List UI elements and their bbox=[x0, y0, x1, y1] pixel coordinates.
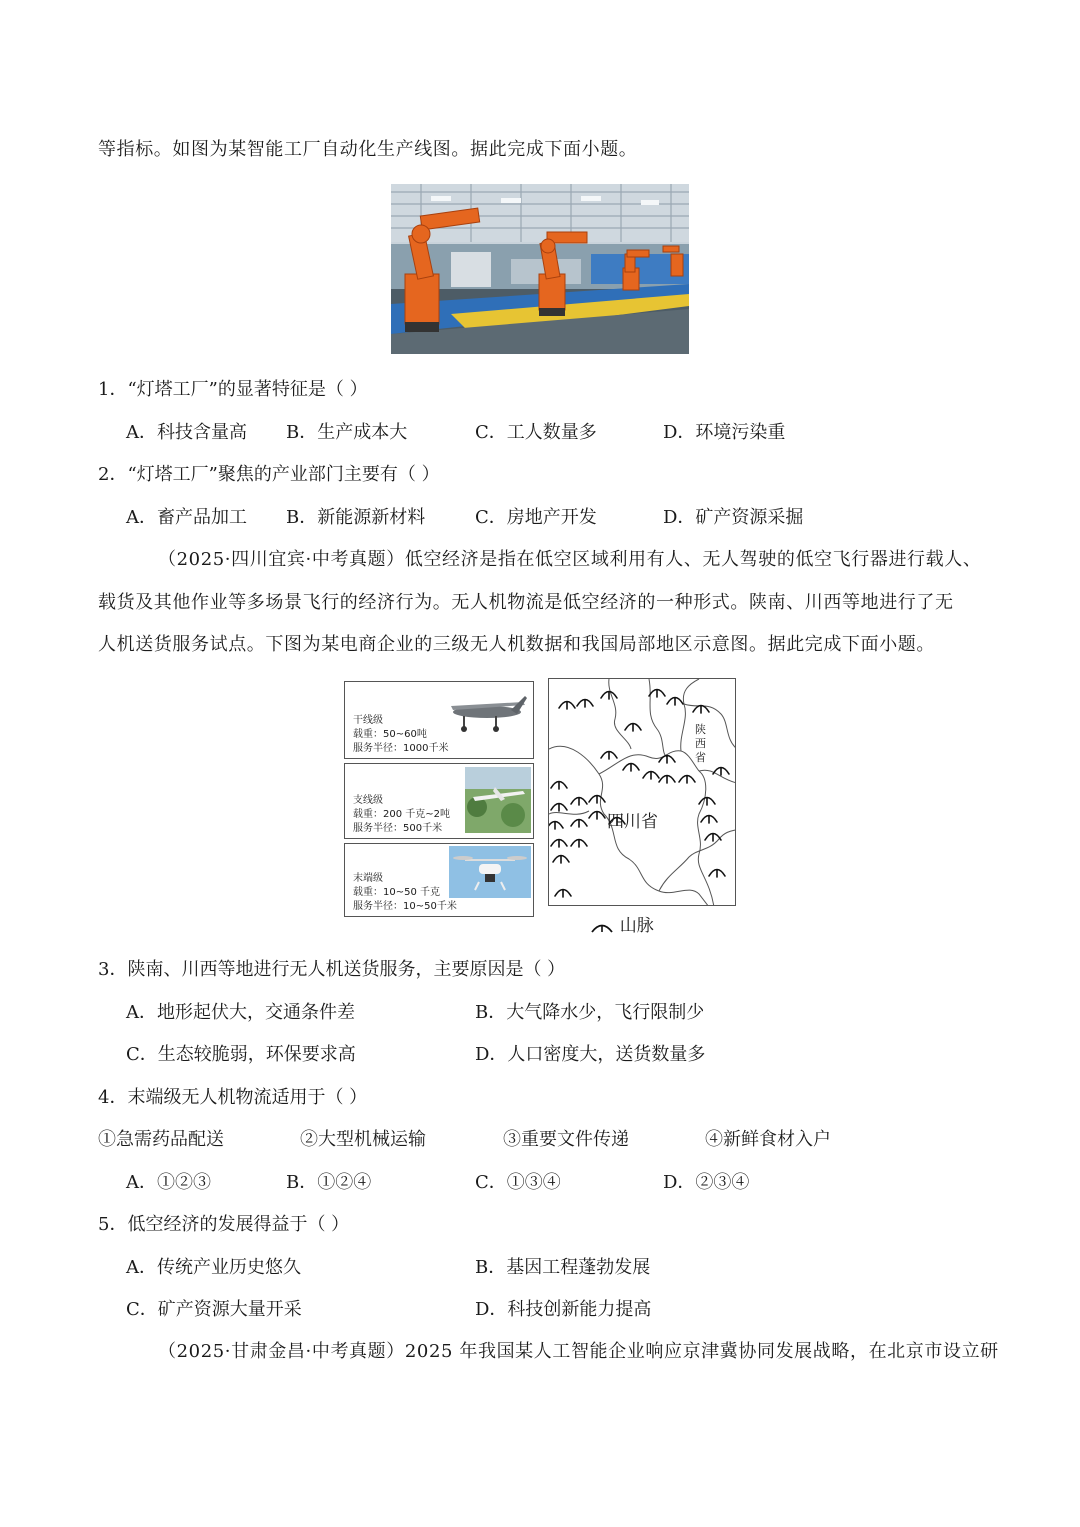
mountain-symbol bbox=[559, 702, 575, 710]
passage2-line2: 载货及其他作业等多场景飞行的经济行为。无人机物流是低空经济的一种形式。陕南、川西等地进行了无 bbox=[98, 592, 954, 613]
mountain-symbol bbox=[601, 752, 617, 760]
mountain-symbol bbox=[551, 782, 567, 790]
panel-load: 载重：50~60吨 bbox=[353, 729, 427, 740]
q3-option-d[interactable]: D．人口密度大，送货数量多 bbox=[475, 1044, 706, 1065]
q2-option-d[interactable]: D．矿产资源采掘 bbox=[663, 507, 804, 528]
panel-load: 载重：10~50 千克 bbox=[353, 887, 441, 898]
panel-radius: 服务半径：1000千米 bbox=[353, 743, 449, 754]
mountain-symbol bbox=[625, 724, 641, 732]
q4-option-c[interactable]: C．①③④ bbox=[475, 1172, 561, 1193]
mountain-symbol bbox=[577, 700, 593, 708]
mountain-symbol bbox=[571, 840, 587, 848]
q1-option-a[interactable]: A．科技含量高 bbox=[126, 422, 247, 443]
mountain-symbol bbox=[643, 772, 659, 780]
mountain-symbol bbox=[589, 796, 605, 804]
mountain-symbol bbox=[667, 698, 683, 706]
mountain-icon bbox=[590, 917, 614, 935]
q2-option-c[interactable]: C．房地产开发 bbox=[475, 507, 597, 528]
quadcopter-image bbox=[449, 846, 531, 898]
mountain-symbol bbox=[679, 776, 695, 784]
q2-option-b[interactable]: B．新能源新材料 bbox=[286, 507, 426, 528]
q5-option-c[interactable]: C．矿产资源大量开采 bbox=[126, 1299, 302, 1320]
mountain-symbol bbox=[551, 840, 567, 848]
mountain-symbol bbox=[549, 822, 563, 830]
question-5-stem: 5．低空经济的发展得益于（ ） bbox=[98, 1214, 350, 1235]
panel-title: 支线级 bbox=[353, 795, 383, 806]
q3-option-c[interactable]: C．生态较脆弱，环保要求高 bbox=[126, 1044, 356, 1065]
panel-title: 干线级 bbox=[353, 715, 383, 726]
map-drawing bbox=[549, 679, 736, 906]
question-2-stem: 2．“灯塔工厂”聚焦的产业部门主要有（ ） bbox=[98, 464, 440, 485]
panel-radius: 服务半径：500千米 bbox=[353, 823, 443, 834]
q5-option-a[interactable]: A．传统产业历史悠久 bbox=[126, 1257, 301, 1278]
large-drone-image bbox=[445, 688, 529, 736]
q1-option-d[interactable]: D．环境污染重 bbox=[663, 422, 786, 443]
shaanxi-label: 陕 西 省 bbox=[695, 723, 706, 764]
mountain-symbol bbox=[601, 692, 617, 700]
legend-label: 山脉 bbox=[619, 916, 654, 936]
sichuan-label: 四川省 bbox=[607, 812, 658, 832]
mountain-symbol bbox=[701, 816, 717, 824]
question-3-stem: 3．陕南、川西等地进行无人机送货服务，主要原因是（ ） bbox=[98, 959, 566, 980]
passage2-line3: 人机送货服务试点。下图为某电商企业的三级无人机数据和我国局部地区示意图。据此完成下面小题。 bbox=[98, 634, 935, 655]
drone-panel-trunk bbox=[344, 681, 534, 759]
q1-option-c[interactable]: C．工人数量多 bbox=[475, 422, 597, 443]
passage3-line1: （2025·甘肃金昌·中考真题）2025 年我国某人工智能企业响应京津冀协同发展战略，在北京市设立研 bbox=[158, 1341, 999, 1362]
q2-option-a[interactable]: A．畜产品加工 bbox=[126, 507, 247, 528]
mountain-symbol bbox=[571, 820, 587, 828]
drone-panel-terminal bbox=[344, 843, 534, 917]
panel-load: 载重：200 千克~2吨 bbox=[353, 809, 451, 820]
panel-radius: 服务半径：10~50千米 bbox=[353, 901, 457, 912]
q1-option-b[interactable]: B．生产成本大 bbox=[286, 422, 408, 443]
factory-photo bbox=[391, 184, 689, 354]
q3-option-b[interactable]: B．大气降水少，飞行限制少 bbox=[475, 1002, 705, 1023]
mountain-symbol bbox=[713, 768, 729, 776]
mountain-symbol bbox=[649, 690, 665, 698]
q4-option-d[interactable]: D．②③④ bbox=[663, 1172, 750, 1193]
q3-option-a[interactable]: A．地形起伏大，交通条件差 bbox=[126, 1002, 355, 1023]
q4-item-1: ①急需药品配送 bbox=[98, 1129, 224, 1150]
question-1-stem: 1．“灯塔工厂”的显著特征是（ ） bbox=[98, 379, 368, 400]
mountain-symbol bbox=[571, 798, 587, 806]
q4-option-b[interactable]: B．①②④ bbox=[286, 1172, 372, 1193]
intro-text: 等指标。如图为某智能工厂自动化生产线图。据此完成下面小题。 bbox=[98, 139, 638, 160]
mountain-symbol bbox=[551, 804, 567, 812]
mountain-symbol bbox=[553, 856, 569, 864]
mountain-symbol bbox=[709, 870, 725, 878]
q4-item-3: ③重要文件传递 bbox=[503, 1129, 629, 1150]
question-4-stem: 4．末端级无人机物流适用于（ ） bbox=[98, 1087, 368, 1108]
mountain-symbol bbox=[699, 798, 715, 806]
q4-option-a[interactable]: A．①②③ bbox=[126, 1172, 211, 1193]
sichuan-map bbox=[548, 678, 736, 906]
mountain-symbol bbox=[555, 890, 571, 898]
passage2-line1: （2025·四川宜宾·中考真题）低空经济是指在低空区域利用有人、无人驾驶的低空飞行器进行载人、 bbox=[158, 549, 982, 570]
q4-item-2: ②大型机械运输 bbox=[300, 1129, 426, 1150]
fixed-wing-drone-image bbox=[465, 767, 531, 833]
panel-title: 末端级 bbox=[353, 873, 383, 884]
q4-item-4: ④新鲜食材入户 bbox=[705, 1129, 831, 1150]
mountain-symbol bbox=[623, 764, 639, 772]
q5-option-b[interactable]: B．基因工程蓬勃发展 bbox=[475, 1257, 651, 1278]
mountain-symbol bbox=[659, 756, 675, 764]
q5-option-d[interactable]: D．科技创新能力提高 bbox=[475, 1299, 652, 1320]
drone-panel-branch bbox=[344, 763, 534, 839]
mountain-symbol bbox=[659, 776, 675, 784]
map-legend bbox=[590, 914, 654, 938]
